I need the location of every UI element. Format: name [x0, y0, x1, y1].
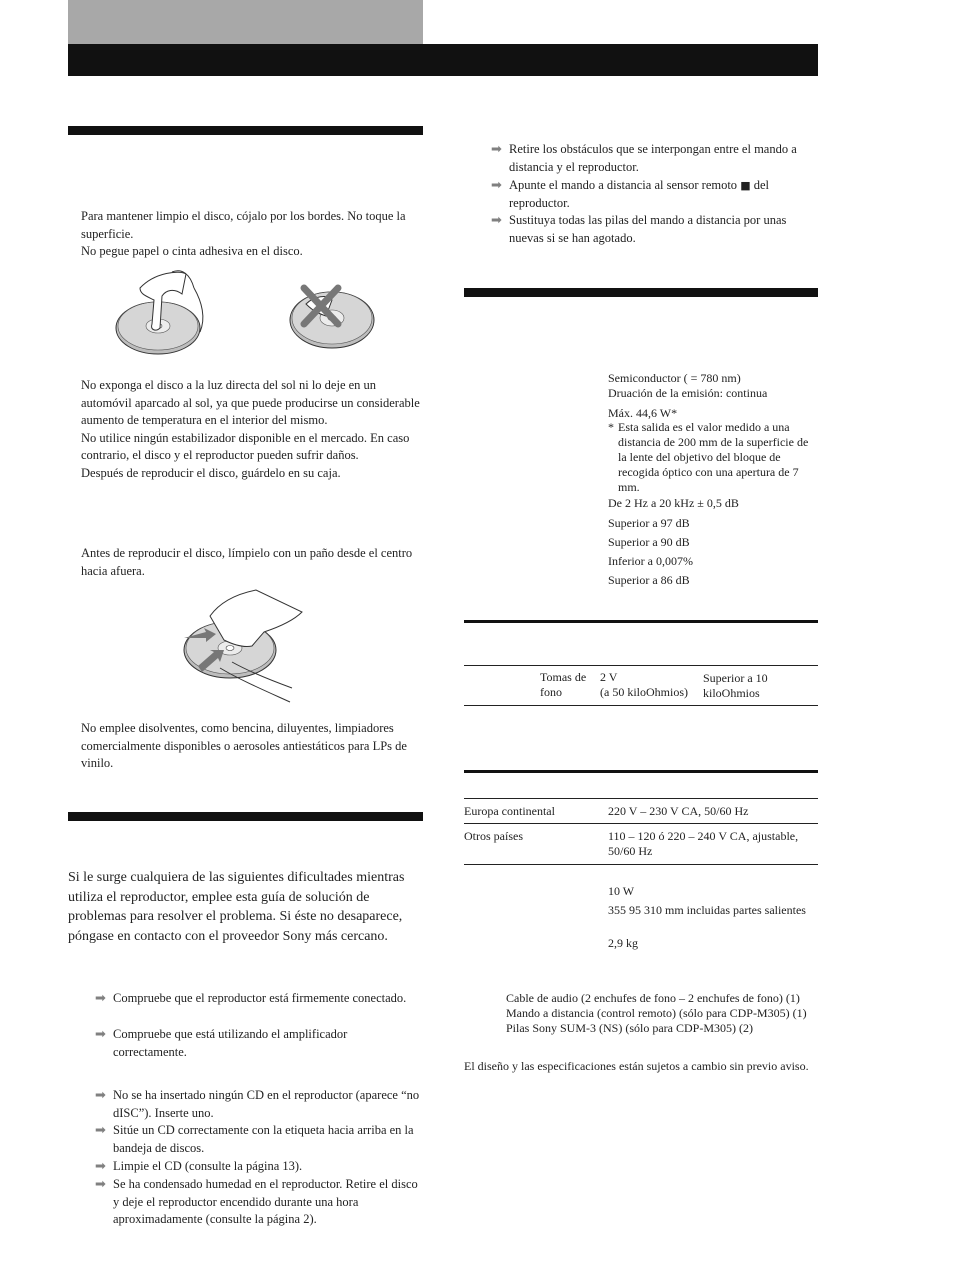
- troubleshooting-intro: Si le surge cualquiera de las siguientes dificultades mientras utiliza el reproductor, emplee esta guía de solución de problemas para resolver el problema. Si éste no desaparece, póngase en contacto con el proveedor Sony más cercano.: [68, 870, 405, 944]
- disclaimer: El diseño y las especificaciones están sujetos a cambio sin previo aviso.: [464, 1059, 809, 1073]
- arrow-right-icon: ➡: [491, 213, 502, 228]
- header-black-bar: [68, 44, 818, 76]
- sound-check-1: ➡ Compruebe que el reproductor está firmemente conectado.: [95, 991, 407, 1006]
- spec-frequency-response: De 2 Hz a 20 kHz ± 0,5 dB: [608, 496, 739, 510]
- header-gray-tab: [68, 0, 423, 44]
- section-bar-troubleshooting: [68, 812, 423, 821]
- arrow-right-icon: ➡: [95, 991, 106, 1006]
- spec-channel-separation: Superior a 86 dB: [608, 573, 690, 587]
- disc-cleaning-text-1: [81, 545, 426, 580]
- power-voltage-europe: 220 V – 230 V CA, 50/60 Hz: [608, 804, 749, 818]
- remote-check-1: ➡ Retire los obstáculos que se interpongan entre el mando a distancia y el reproductor.: [491, 141, 811, 176]
- spec-note: * Esta salida es el valor medido a una distancia de 200 mm de la superficie de la lente del objetivo del bloque de recogida óptico con una apertura de 7 mm.: [608, 420, 809, 494]
- spec-dimensions: 355 95 310 mm incluidas partes salientes: [608, 903, 806, 917]
- spec-output: Máx. 44,6 W*: [608, 406, 678, 420]
- disc-cleaning-illustration: [180, 588, 310, 706]
- accessory-item: Pilas Sony SUM-3 (NS) (sólo para CDP-M305) (2): [506, 1021, 753, 1035]
- clean-p1: Antes de reproducir el disco, límpielo con un paño desde el centro hacia afuera.: [81, 546, 413, 578]
- spec-emission: Druación de la emisión: continua: [608, 386, 768, 400]
- care-p2: No pegue papel o cinta adhesiva en el disco.: [81, 244, 303, 258]
- arrow-right-icon: ➡: [95, 1159, 106, 1174]
- outputs-level: 2 V (a 50 kiloOhmios): [600, 670, 688, 699]
- outputs-table-bottom-line: [464, 705, 818, 706]
- power-table-mid-line: [464, 823, 818, 824]
- outputs-jack: Tomas de fono: [540, 670, 587, 699]
- disc-cleaning-text-2: [81, 720, 421, 773]
- arrow-right-icon: ➡: [491, 142, 502, 157]
- care-p5: Después de reproducir el disco, guárdelo en su caja.: [81, 465, 341, 480]
- accessory-item: Cable de audio (2 enchufes de fono – 2 enchufes de fono) (1): [506, 991, 800, 1005]
- arrow-right-icon: ➡: [95, 1088, 106, 1103]
- disc-incorrect-icon: [290, 288, 374, 348]
- spec-power-consumption: 10 W: [608, 884, 635, 898]
- spec-dynamic-range: Superior a 90 dB: [608, 535, 690, 549]
- outputs-load: Superior a 10 kiloOhmios: [703, 671, 768, 700]
- power-table-bottom-line: [464, 864, 818, 865]
- arrow-right-icon: ➡: [95, 1123, 106, 1138]
- disc-care-text-2: [81, 377, 421, 482]
- clean-p2: No emplee disolventes, como bencina, diluyentes, limpiadores comercialmente disponibles o aerosoles antiestáticos para LPs de vinilo.: [81, 721, 407, 770]
- accessory-item: Mando a distancia (control remoto) (sólo para CDP-M305) (1): [506, 1006, 807, 1020]
- care-p1: Para mantener limpio el disco, cójalo por los bordes. No toque la superficie.: [81, 209, 406, 241]
- cd-check-3: ➡ Limpie el CD (consulte la página 13).: [95, 1159, 303, 1174]
- spec-mass: 2,9 kg: [608, 936, 638, 950]
- care-p3: No exponga el disco a la luz directa del sol ni lo deje en un automóvil aparcado al sol, ya que puede producirse un considerable aumento de temperatura en el interior del mismo.: [81, 378, 420, 427]
- general-bar: [464, 770, 818, 773]
- sound-check-2: ➡ Compruebe que está utilizando el amplificador correctamente.: [95, 1026, 420, 1061]
- remote-check-2: ➡ Apunte el mando a distancia al sensor remoto ■ del reproductor.: [491, 177, 811, 212]
- power-table-top-line: [464, 798, 818, 799]
- remote-sensor-icon: ■: [740, 179, 751, 192]
- cd-check-1: ➡ No se ha insertado ningún CD en el reproductor (aparece “no dISC”). Inserte uno.: [95, 1087, 425, 1122]
- outputs-bar: [464, 620, 818, 623]
- power-voltage-other: 110 – 120 ó 220 – 240 V CA, ajustable, 50/60 Hz: [608, 829, 799, 858]
- section-bar-disc-care: [68, 126, 423, 135]
- section-bar-specifications: [464, 288, 818, 297]
- cd-check-2: ➡ Sitúe un CD correctamente con la etiqueta hacia arriba en la bandeja de discos.: [95, 1122, 425, 1157]
- power-region-europe: Europa continental: [464, 804, 555, 818]
- disc-care-text-1: [81, 208, 421, 261]
- disc-handling-illustration: [110, 266, 390, 362]
- spec-thd: Inferior a 0,007%: [608, 554, 693, 568]
- spec-laser: Semiconductor ( = 780 nm): [608, 371, 741, 385]
- cd-check-4: ➡ Se ha condensado humedad en el reproductor. Retire el disco y deje el reproductor encendido durante una hora aproximadamente (consulte la página 2).: [95, 1176, 425, 1229]
- arrow-right-icon: ➡: [491, 178, 502, 193]
- spec-snr: Superior a 97 dB: [608, 516, 690, 530]
- remote-check-3: ➡ Sustituya todas las pilas del mando a distancia por unas nuevas si se han agotado.: [491, 212, 811, 247]
- arrow-right-icon: ➡: [95, 1177, 106, 1192]
- care-p4: No utilice ningún estabilizador disponible en el mercado. En caso contrario, el disco y el reproductor pueden sufrir daños.: [81, 430, 410, 462]
- disc-correct-icon: [116, 271, 203, 354]
- power-region-other: Otros países: [464, 829, 523, 843]
- outputs-table-top-line: [464, 665, 818, 666]
- accessories-list: [506, 991, 816, 1036]
- arrow-right-icon: ➡: [95, 1027, 106, 1042]
